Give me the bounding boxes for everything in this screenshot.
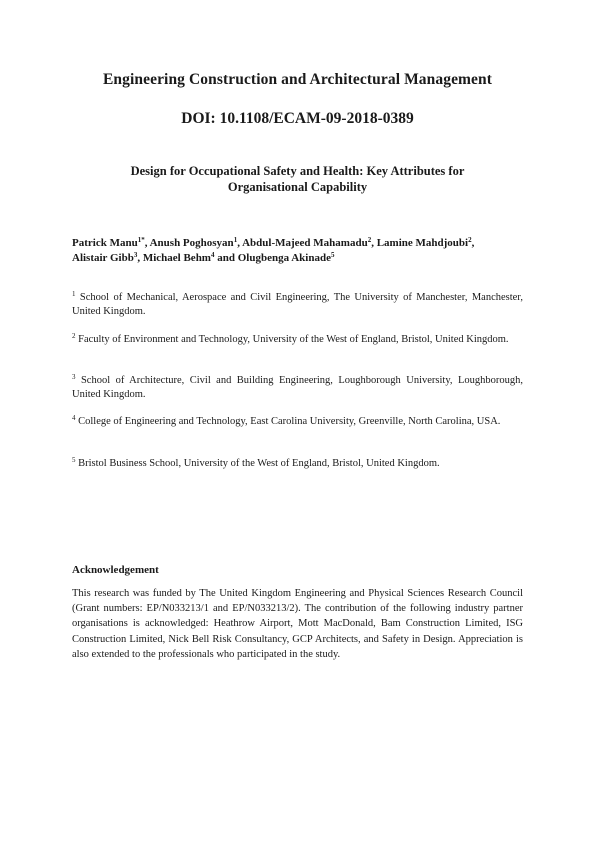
author-separator: , [371,237,377,249]
paper-title: Design for Occupational Safety and Health: Key Attributes for Organisational Capability [130,164,465,194]
author-name: Lamine Mahdjoubi [376,237,469,249]
author-separator: , [144,237,150,249]
author-name: Michael Behm [142,252,211,264]
author-list [72,236,523,266]
author-affiliation-marker: 3 [133,251,138,259]
affiliation-text: Bristol Business School, University of the West of England, Bristol, United Kingdom. [78,458,440,469]
doi-line: DOI: 10.1108/ECAM-09-2018-0389 [181,110,414,127]
affiliation-number: 4 [72,414,76,422]
affiliation [72,291,523,319]
affiliation-number: 5 [72,456,76,464]
author-separator: , [237,237,243,249]
author-affiliation-marker: 2 [367,236,372,244]
author-name: Alistair Gibb [72,252,134,264]
acknowledgement-heading: Acknowledgement [72,564,159,576]
affiliation-text: School of Architecture, Civil and Building Engineering, Loughborough University, Loughborough, United Kingdom. [72,375,523,400]
acknowledgement-body: This research was funded by The United Kingdom Engineering and Physical Sciences Research Council (Grant numbers: EP/N033213/1 and EP/N033213/2). The contribution of the following industry partner organisations is acknowledged: Heathrow Airport, Mott MacDonald, Bam Construction Limited, ISG Construction Limited, Nick Bell Risk Consultancy, GCP Architects, and Safety in Design. Appreciation is also extended to the professionals who participated in the study. [72,588,523,660]
author-separator: and [214,252,238,264]
author-affiliation-marker: 1 [233,236,238,244]
affiliation [72,374,523,402]
author-separator: , [137,252,143,264]
affiliation [72,457,523,471]
author-name: Olugbenga Akinade [237,252,331,264]
author-affiliation-marker: 4 [210,251,215,259]
author-name: Patrick Manu [72,237,138,249]
affiliation-number: 3 [72,373,76,381]
affiliation [72,333,523,347]
affiliation-text: Faculty of Environment and Technology, University of the West of England, Bristol, United Kingdom. [78,334,509,345]
affiliation-number: 2 [72,332,76,340]
journal-name: Engineering Construction and Architectural Management [102,71,493,88]
author-affiliation-marker: 2 [468,236,472,244]
affiliation-number: 1 [72,290,76,298]
author-separator: , [471,237,475,249]
affiliation [72,415,523,429]
author-name: Abdul-Majeed Mahamadu [242,237,368,249]
author-affiliation-marker: 5 [330,251,335,259]
author-affiliation-marker: 1* [137,236,145,244]
affiliation-text: School of Mechanical, Aerospace and Civil Engineering, The University of Manchester, Manchester, United Kingdom. [72,292,524,317]
affiliation-text: College of Engineering and Technology, East Carolina University, Greenville, North Carolina, USA. [78,416,501,427]
author-name: Anush Poghosyan [149,237,234,249]
